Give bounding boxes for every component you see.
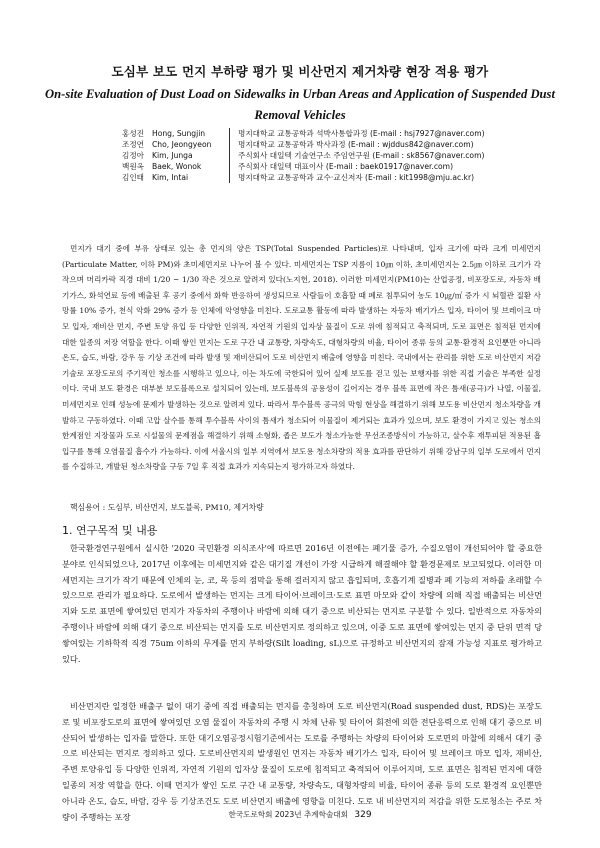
author-name-en: Baek, Wonok [150,161,230,172]
author-affiliation: 명지대학교 교통공학과 교수·교신저자 (E-mail : kit1998@mju.ac.kr) [238,173,475,182]
title-english: On-site Evaluation of Dust Load on Sidewalks in Urban Areas and Application of Suspended Dust Removal Vehicles [45,87,555,122]
author-name-ko: 조정연 [121,140,144,149]
author-name-ko: 백원옥 [121,162,144,171]
author-name-en: Kim, Junga [150,150,230,161]
author-list [118,128,498,183]
author-affiliation: 명지대학교 교통공학과 박사과정 (E-mail : wjddus842@naver.com) [238,140,474,149]
author-name-ko: 홍성진 [121,129,144,138]
author-row [118,172,498,183]
body-paragraph: 비산먼지란 일정한 배출구 없이 대기 중에 직접 배출되는 먼지를 총칭하며 도로 비산먼지(Road suspended dust, RDS)는 포장도로 및 비포장도로의 표면에 쌓여있던 오염 물질이 자동차의 주행 시 차체 난류 및 타이어 회전에 의한 전단응력으로 인해 대기 중으로 비산되어 발생하는 입자를 말한다. 또한 대기오염공정시험기준에서는 도로를 주행하는 차량의 타이어와 도로면의 마찰에 의해서 대기 중으로 비산되는 먼지로 정의하고 있다. 도로비산먼지의 발생원인 먼지는 자동차 배기가스 입자, 타이어 및 브레이크 마모 입자, 재비산, 주변 토양유입 등 다양한 인위적, 자연적 기원의 입자상 물질이 도로에 침적되고 축적되어 이루어지며, 도로 표면은 침적된 먼지에 대한 일종의 저장 역할을 한다. 이때 먼지가 쌓인 도로 구간 내 교통량, 차량속도, 대형차량의 비율, 타이어 종류 등의 도로 환경적 요인뿐만 아니라 온도, 습도, 바람, 강우 등 기상조건도 도로 비산먼지 배출에 영향을 미친다. 도로 내 비산먼지의 저감을 위한 도로청소는 주로 차량이 주행하는 포장 [62,701,542,822]
author-affiliation: 명지대학교 교통공학과 석박사통합과정 (E-mail : hsj7927@naver.com) [238,129,485,138]
keywords: 핵심용어 : 도심부, 비산먼지, 보도블록, PM10, 제거차량 [70,503,264,512]
author-name-en: Hong, Sungjin [150,128,230,139]
author-row [118,128,498,139]
author-row [118,150,498,161]
abstract: 먼지가 대기 중에 부유 상태로 있는 총 먼지의 양은 TSP(Total Suspended Particles)로 나타내며, 입자 크기에 따라 크게 미세먼지(Particulate Matter, 이하 PM)와 초미세먼지로 나누어 볼 수 있다. 미세먼지는 TSP 지름이 10㎛ 이하, 초미세먼지는 2.5㎛ 이하로 크기가 각 작으며 머리카락 직경 대비 1/20 ~ 1/30 작은 것으로 알려져 있다(노지헌, 2018). 이러한 미세먼지(PM10)는 산업공정, 비포장도로, 자동차 배기가스, 화석연료 등에 배출된 후 공기 중에서 화학 반응하여 생성되므로 사람들이 호흡할 때 폐로 침투되어 농도 10㎍/㎥ 증가 시 뇌혈관 질환 사망률 10% 증가, 천식 악화 29% 증가 등 인체에 악영향을 미친다. 도로교통 활동에 따라 발생하는 자동차 배기가스 입자, 타이어 및 브레이크 마모 입자, 재비산 먼지, 주변 토양 유입 등 다양한 인위적, 자연적 기원의 입자상 물질이 도로 위에 침적되고 축적되며, 도로 표면은 침적된 먼지에 대한 일종의 저장 역할을 한다. 이때 쌓인 먼지는 도로 구간 내 교통량, 차량속도, 대형차량의 비율, 타이어 종류 등의 교통·환경적 요인뿐만 아니라 온도, 습도, 바람, 강우 등 기상 조건에 따라 발생 및 재비산되어 도로 비산먼지 배출에 영향을 미친다. 국내에서는 관리를 위한 도로 비산먼지 저감 기술로 포장도로의 주기적인 청소를 시행하고 있으나, 이는 차도에 국한되어 있어 실제 보도를 걷고 있는 보행자를 위한 직접 기술은 부족한 실정이다. 국내 보도 환경은 대부분 보도블록으로 설치되어 있는데, 보도블록의 공용성이 길어지는 경우 블록 표면에 작은 틈새(공극)가 나열, 이물질, 미세먼지로 인해 성능에 문제가 발생하는 것으로 알려져 있다. 따라서 투수블록 공극의 막힘 현상을 해결하기 위해 보도용 비산먼지 청소차량을 개발하고 구동하였다. 이때 고압 살수를 통해 투수블록 사이의 틈새가 청소되어 이물질이 제거되는 효과가 있으며, 보도 환경이 가지고 있는 청소의 한계점인 지장물과 도로 시설물의 문제점을 해결하기 위해 소형화, 좁은 보도가 청소가능한 무선조종방식이 가능하고, 살수후 재투피된 적용된 흡입구를 통해 오염물질 흡수가 가능하다. 이에 서울시의 일부 지역에서 보도용 청소차량의 적용 효과를 판단하기 위해 강남구의 일부 도로에서 먼지를 수집하고, 개발된 청소차량을 구동 7일 후 직접 효과가 지속되는지 평가하고자 하였다. [62,244,541,472]
author-affiliation: 주식회사 대일텍 대표이사 (E-mail : baek01917@naver.com) [238,162,454,171]
author-row [118,139,498,150]
author-row [118,161,498,172]
author-affiliation: 주식회사 대일텍 기술연구소 주임연구원 (E-mail : sk8567@naver.com) [238,151,485,160]
footer-conference: 한국도로학회 2023년 추계학술대회 [228,810,348,819]
author-name-en: Cho, Jeongyeon [150,139,230,150]
page-number: 329 [354,810,372,820]
author-name-en: Kim, Intai [150,172,230,183]
page-footer [0,809,600,820]
author-name-ko: 김정아 [121,151,144,160]
section-heading: 1. 연구목적 및 내용 [62,524,158,537]
author-name-ko: 김인태 [121,173,144,182]
body-paragraph: 한국환경연구원에서 실시한 '2020 국민환경 의식조사'에 따르면 2016년 이전에는 폐기물 증가, 수질오염이 개선되어야 할 중요한 분야로 인식되었으나, 2017년 이후에는 미세먼지와 같은 대기질 개선이 가장 시급하게 해결해야 할 환경문제로 보고되었다. 이러한 미세먼지는 크기가 작기 때문에 인체의 눈, 코, 목 등의 점막을 통해 걸러지지 않고 흡입되며, 호흡기계 질병과 폐 기능의 저하를 초래할 수 있으므로 관리가 필요하다. 도로에서 발생하는 먼지는 크게 타이어·브레이크·도로 표면 마모와 같이 차량에 의해 직접 배출되는 비산먼지와 도로 표면에 쌓여있던 먼지가 자동차의 주행이나 바람에 의해 대기 중으로 비산되는 먼지로 구분할 수 있다. 일반적으로 자동차의 주행이나 바람에 의해 대기 중으로 비산되는 먼지를 도로 비산먼지로 정의하고 있으며, 이중 도로 표면에 쌓여있는 먼지 중 단위 면적 당 쌓여있는 기하학적 직경 75um 이하의 무게를 먼지 부하량(Silt loading, sL)으로 규정하고 비산먼지의 잠재 가능성 지표로 평가하고 있다. [62,543,542,664]
title-korean: 도심부 보도 먼지 부하량 평가 및 비산먼지 제거차량 현장 적용 평가 [111,64,489,79]
